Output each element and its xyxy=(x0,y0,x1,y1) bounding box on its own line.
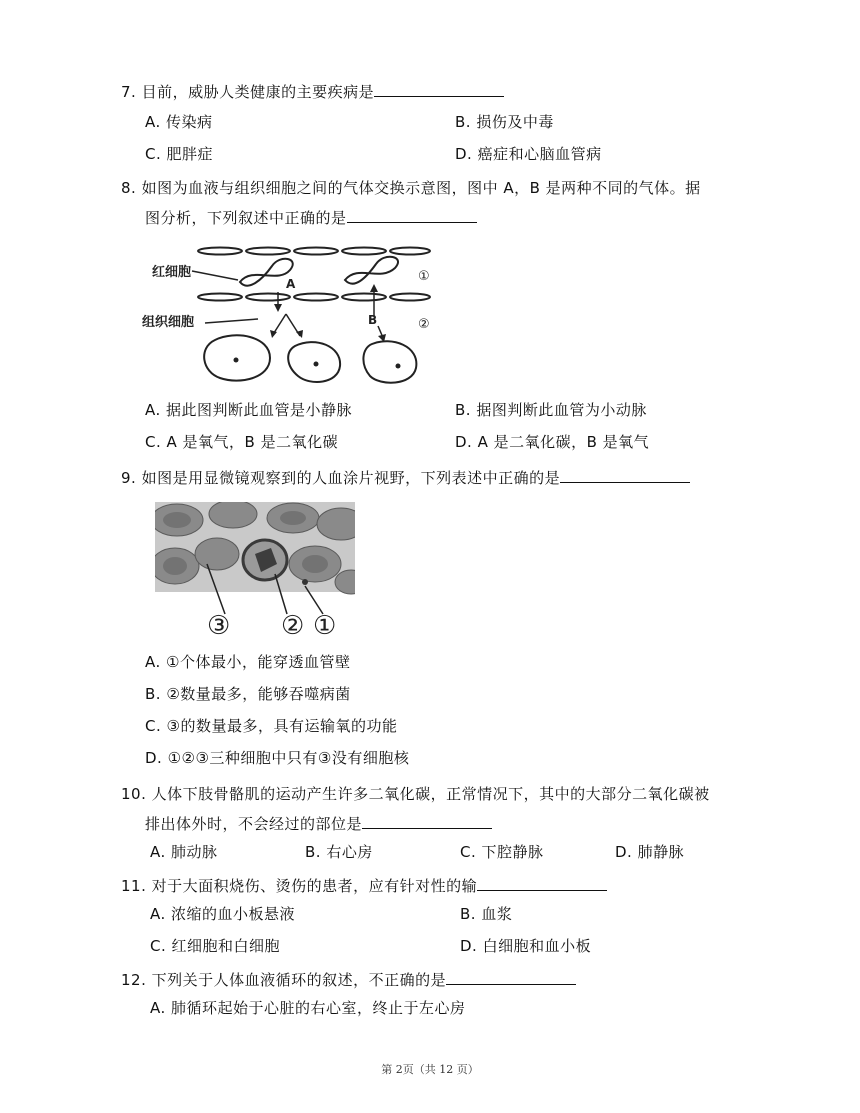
answer-blank xyxy=(477,876,607,891)
tissue-cell xyxy=(288,342,340,382)
label-circled-2: ② xyxy=(418,317,430,332)
label-circled-3: ③ xyxy=(207,611,231,638)
option-d: D. 肺静脉 xyxy=(615,843,685,861)
label-circled-2: ② xyxy=(281,611,305,638)
question-10-stem-line2 xyxy=(145,813,492,834)
answer-blank xyxy=(347,208,477,223)
page-footer: 第 2页（共 12 页） xyxy=(381,1063,479,1076)
option-a: A. 肺动脉 xyxy=(150,843,218,861)
option-b: B. 损伤及中毒 xyxy=(455,113,554,131)
option-c: C. A 是氧气，B 是二氧化碳 xyxy=(145,433,339,451)
vessel-wall-upper xyxy=(198,248,430,255)
gas-exchange-figure xyxy=(140,240,440,386)
gas-exchange-diagram xyxy=(140,240,440,386)
option-a: A. 传染病 xyxy=(145,113,213,131)
option-b: B. 右心房 xyxy=(305,843,373,861)
label-circled-1: ① xyxy=(313,611,337,638)
question-12-stem: 12. 下列关于人体血液循环的叙述，不正确的是 xyxy=(121,971,447,989)
cell-nucleus xyxy=(314,362,319,367)
question-10-stem: 排出体外时，不会经过的部位是 xyxy=(145,815,363,833)
question-8-stem: 图分析，下列叙述中正确的是 xyxy=(145,209,347,227)
option-b: B. 据图判断此血管为小动脉 xyxy=(455,401,647,419)
label-b: B xyxy=(368,313,378,327)
arrow-head xyxy=(270,330,277,338)
option-d: D. 白细胞和血小板 xyxy=(460,937,592,955)
option-d: D. 癌症和心脑血管病 xyxy=(455,145,602,163)
question-12 xyxy=(121,969,576,990)
answer-blank xyxy=(446,970,576,985)
option-c: C. ③的数量最多，具有运输氧的功能 xyxy=(145,717,398,735)
platelet xyxy=(302,579,308,585)
option-a: A. ①个体最小，能穿透血管壁 xyxy=(145,653,351,671)
question-9 xyxy=(121,467,690,488)
vessel-wall-lower xyxy=(198,294,430,301)
option-d: D. ①②③三种细胞中只有③没有细胞核 xyxy=(145,749,410,767)
question-9-stem: 9. 如图是用显微镜观察到的人血涂片视野，下列表述中正确的是 xyxy=(121,469,561,487)
arrow-head xyxy=(370,284,378,292)
label-tissue-cell: 组织细胞 xyxy=(142,315,195,330)
question-7-stem: 7. 目前，威胁人类健康的主要疾病是 xyxy=(121,83,375,101)
label-red-blood-cell: 红细胞 xyxy=(152,265,192,280)
question-10-stem-line1: 10. 人体下肢骨骼肌的运动产生许多二氧化碳，正常情况下，其中的大部分二氧化碳被 xyxy=(121,785,710,803)
red-blood-cell xyxy=(240,259,293,286)
answer-blank xyxy=(374,82,504,97)
question-11 xyxy=(121,875,607,896)
cell-nucleus xyxy=(234,358,239,363)
arrow-head xyxy=(274,304,282,312)
question-8-stem-line2 xyxy=(145,207,477,228)
question-8-stem-line1: 8. 如图为血液与组织细胞之间的气体交换示意图，图中 A，B 是两种不同的气体。据 xyxy=(121,179,701,197)
option-c: C. 下腔静脉 xyxy=(460,843,544,861)
answer-blank xyxy=(560,468,690,483)
option-b: B. ②数量最多，能够吞噬病菌 xyxy=(145,685,351,703)
answer-blank xyxy=(362,814,492,829)
question-11-stem: 11. 对于大面积烧伤、烫伤的患者，应有针对性的输 xyxy=(121,877,478,895)
cell-nucleus xyxy=(396,364,401,369)
option-a: A. 肺循环起始于心脏的右心室，终止于左心房 xyxy=(150,999,466,1017)
question-7 xyxy=(121,81,504,102)
label-circled-1: ① xyxy=(418,269,430,284)
tissue-cell xyxy=(363,341,416,382)
option-c: C. 肥胖症 xyxy=(145,145,214,163)
option-a: A. 浓缩的血小板悬液 xyxy=(150,905,296,923)
label-a: A xyxy=(286,277,296,291)
option-b: B. 血浆 xyxy=(460,905,513,923)
blood-smear-image xyxy=(155,502,355,638)
option-c: C. 红细胞和白细胞 xyxy=(150,937,281,955)
red-blood-cell xyxy=(345,257,398,284)
option-a: A. 据此图判断此血管是小静脉 xyxy=(145,401,353,419)
option-d: D. A 是二氧化碳，B 是氧气 xyxy=(455,433,650,451)
blood-smear-figure xyxy=(155,502,355,638)
